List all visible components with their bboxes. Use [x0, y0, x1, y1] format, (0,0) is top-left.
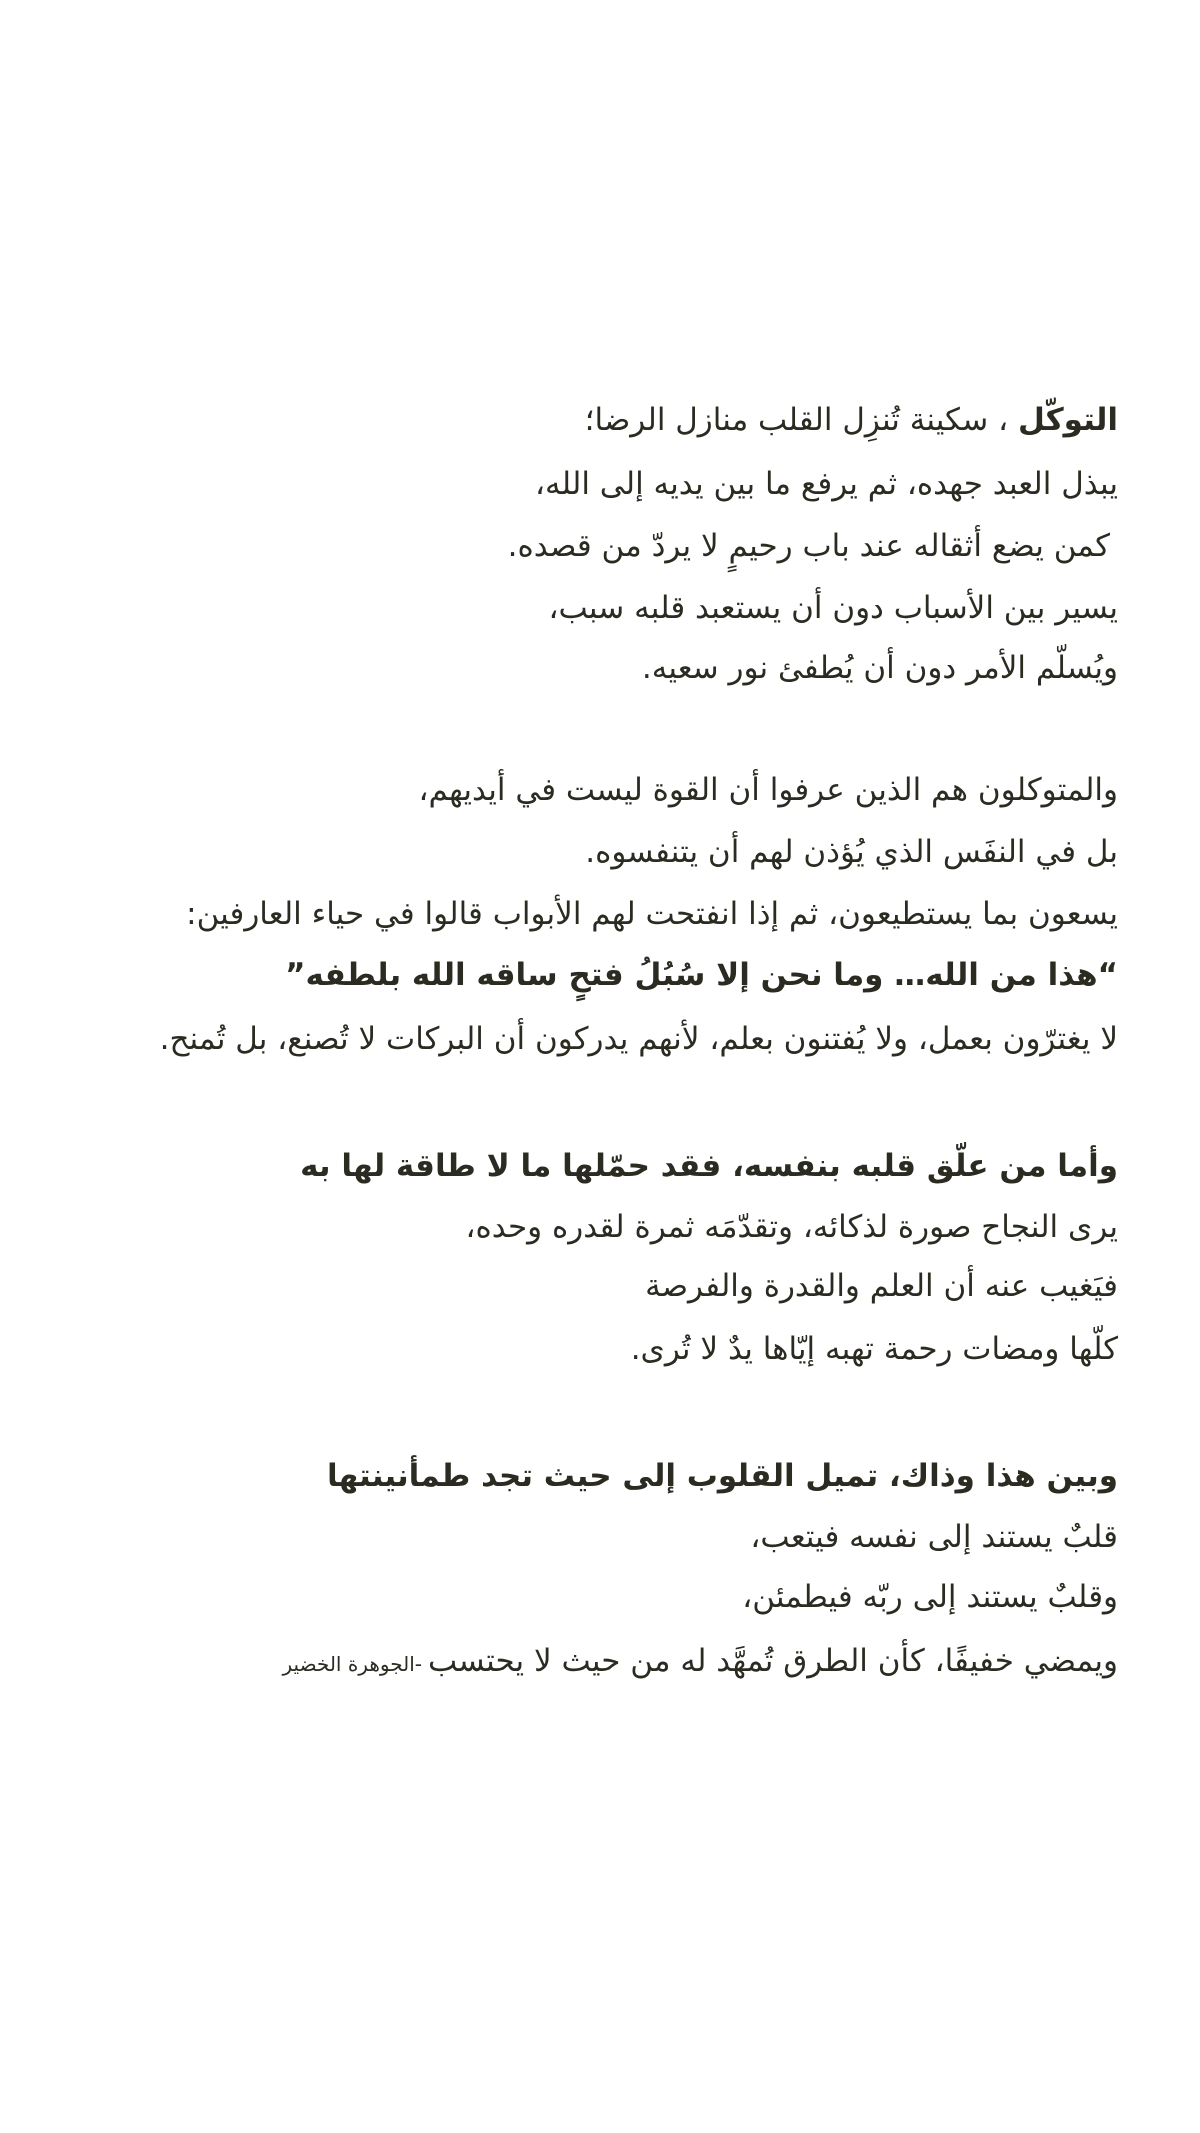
text-line: فيَغيب عنه أن العلم والقدرة والفرصة: [645, 1268, 1118, 1304]
text-line: يرى النجاح صورة لذكائه، وتقدّمَه ثمرة لقدره وحده،: [465, 1209, 1118, 1245]
text-line: [283, 1639, 1119, 1686]
text-line: بل في النفَس الذي يُؤذن لهم أن يتنفسوه.: [585, 834, 1118, 870]
text-line: يسعون بما يستطيعون، ثم إذا انفتحت لهم الأبواب قالوا في حياء العارفين:: [186, 896, 1118, 932]
line-text: ، سكينة تُنزِل القلب منازل الرضا؛: [584, 402, 1009, 438]
text-line: يسير بين الأسباب دون أن يستعبد قلبه سبب،: [548, 590, 1118, 626]
text-line: والمتوكلون هم الذين عرفوا أن القوة ليست في أيديهم،: [418, 772, 1118, 808]
text-line: قلبٌ يستند إلى نفسه فيتعب،: [750, 1519, 1118, 1555]
text-line: يبذل العبد جهده، ثم يرفع ما بين يديه إلى الله،: [534, 466, 1118, 502]
quote-line: “هذا من الله… وما نحن إلا سُبُلُ فتحٍ ساقه الله بلطفه”: [285, 957, 1118, 993]
author-signature: -الجوهرة الخضير: [282, 1652, 423, 1676]
text-line: [585, 398, 1118, 442]
heading-line: وأما من علّق قلبه بنفسه، فقد حمّلها ما لا طاقة لها به: [300, 1148, 1118, 1184]
text-line: لا يغترّون بعمل، ولا يُفتنون بعلم، لأنهم يدركون أن البركات لا تُصنع، بل تُمنح.: [159, 1021, 1118, 1057]
lead-word: التوكّل: [1017, 402, 1118, 438]
text-line: ويُسلّم الأمر دون أن يُطفئ نور سعيه.: [641, 650, 1118, 686]
text-line: وقلبٌ يستند إلى ربّه فيطمئن،: [742, 1579, 1118, 1615]
heading-line: وبين هذا وذاك، تميل القلوب إلى حيث تجد طمأنينتها: [326, 1458, 1118, 1494]
line-text: ويمضي خفيفًا، كأن الطرق تُمهَّد له من حيث لا يحتسب: [428, 1643, 1118, 1679]
text-line: كلّها ومضات رحمة تهبه إيّاها يدٌ لا تُرى.: [630, 1331, 1118, 1367]
text-line: كمن يضع أثقاله عند باب رحيمٍ لا يردّ من قصده.: [507, 528, 1110, 564]
